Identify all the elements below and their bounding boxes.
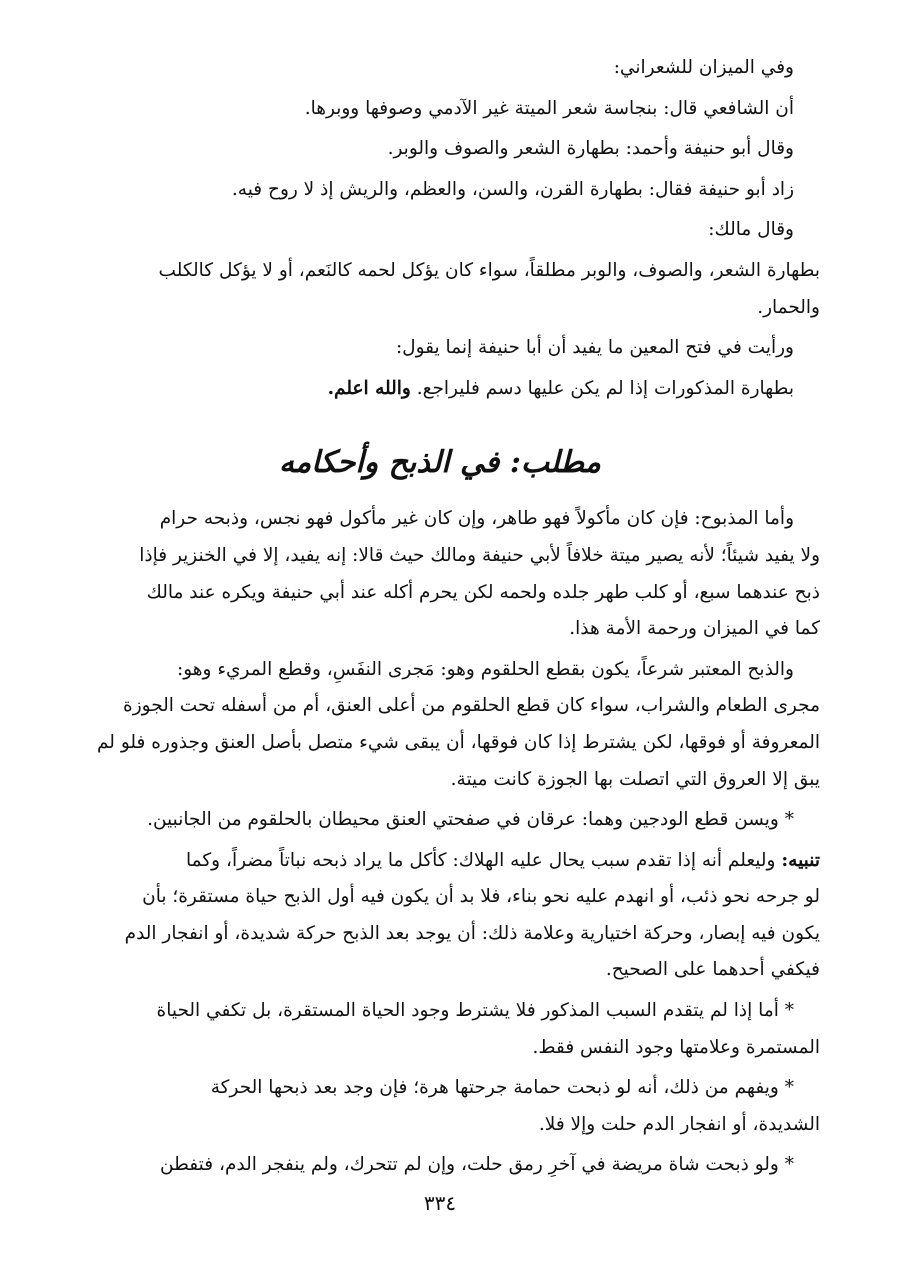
text-line: [60, 916, 820, 953]
text-line: [60, 843, 820, 880]
line-text: بطهارة الشعر، والصوف، والوبر مطلقاً، سواء كان يؤكل لحمه كالنَعم، أو لا يؤكل كالكلب: [158, 259, 820, 281]
paragraph: [60, 1147, 820, 1184]
text-line: [60, 725, 820, 762]
paragraph: [60, 993, 820, 1066]
text-line: [60, 253, 820, 290]
text-line: [60, 91, 820, 128]
paragraph: [60, 131, 820, 168]
paragraph: [60, 253, 820, 326]
text-line: [60, 688, 820, 725]
text-line: [60, 611, 820, 648]
text-line: [60, 652, 820, 689]
line-text: وليعلم أنه إذا تقدم سبب يحال عليه الهلاك: كأكل ما يراد ذبحه نباتاً مضراً، وكما: [186, 849, 782, 871]
paragraph: [60, 371, 820, 408]
line-text: ورأيت في فتح المعين ما يفيد أن أبا حنيفة إنما يقول:: [395, 337, 794, 359]
text-line: [60, 501, 820, 538]
closing-phrase: والله اعلم.: [327, 377, 411, 399]
text-line: [60, 131, 820, 168]
book-page: [60, 50, 820, 1245]
paragraph: [60, 172, 820, 209]
paragraph: [60, 50, 820, 87]
text-line: [60, 993, 820, 1030]
line-text: لو جرحه نحو ذئب، أو انهدم عليه نحو بناء، فلا بد أن يكون فيه أول الذبح حياة مستقرة؛ بأن: [142, 886, 820, 908]
page-number: ٣٣٤: [423, 1191, 457, 1216]
line-text: ولا يفيد شيئاً؛ لأنه يصير ميتة خلافاً لأبي حنيفة ومالك حيث قالا: إنه يفيد، إلا في الخنزير فإذا: [139, 544, 820, 566]
text-line: [60, 879, 820, 916]
line-text: والذبح المعتبر شرعاً، يكون بقطع الحلقوم وهو: مَجرى النفَسِ، وقطع المريء وهو:: [176, 658, 794, 680]
text-line: [60, 802, 820, 839]
paragraph: [60, 212, 820, 249]
paragraph: [60, 330, 820, 367]
line-text: فيكفي أحدهما على الصحيح.: [605, 959, 820, 981]
paragraph: [60, 843, 820, 989]
paragraph: [60, 501, 820, 647]
line-text: زاد أبو حنيفة فقال: بطهارة القرن، والسن، والعظم، والريش إذ لا روح فيه.: [231, 178, 794, 200]
line-text: * ويسن قطع الودجين وهما: عرقان في صفحتي العنق محيطان بالحلقوم من الجانبين.: [147, 809, 794, 831]
paragraph: [60, 652, 820, 798]
opening-section: [60, 50, 820, 407]
line-text: الشديدة، أو انفجار الدم حلت وإلا فلا.: [538, 1113, 820, 1135]
line-text: ذبح عندهما سبع، أو كلب طهر جلده ولحمه لكن يحرم أكله عند أبي حنيفة ويكره عند مالك: [146, 581, 820, 603]
section-heading: مطلب: في الذبح وأحكامه: [279, 445, 601, 481]
line-text: المستمرة وعلامتها وجود النفس فقط.: [532, 1036, 820, 1058]
line-text: بطهارة المذكورات إذا لم يكن عليها دسم فليراجع.: [416, 377, 794, 399]
text-line: [60, 290, 820, 327]
text-line: [60, 1030, 820, 1067]
text-line: [60, 1070, 820, 1107]
line-text: * أما إذا لم يتقدم السبب المذكور فلا يشترط وجود الحياة المستقرة، بل تكفي الحياة: [156, 1000, 794, 1022]
paragraph: [60, 802, 820, 839]
note-label: تنبيه:: [781, 849, 820, 871]
line-text: وقال أبو حنيفة وأحمد: بطهارة الشعر والصوف والوبر.: [387, 138, 794, 160]
line-text: والحمار.: [757, 296, 820, 318]
text-line: [60, 1107, 820, 1144]
text-line: [60, 50, 820, 87]
text-line: [60, 172, 820, 209]
text-line: [60, 538, 820, 575]
text-line: [60, 575, 820, 612]
line-text: المعروفة أو فوقها، لكن يشترط إذا كان فوقها، أن يبقى شيء متصل بأصل العنق وجذوره فلو لم: [97, 731, 820, 753]
paragraph: [60, 91, 820, 128]
line-text: * ولو ذبحت شاة مريضة في آخرِ رمق حلت، وإن لم تتحرك، ولم ينفجر الدم، فتفطن: [160, 1154, 794, 1176]
line-text: كما في الميزان ورحمة الأمة هذا.: [569, 618, 820, 640]
text-line: [60, 330, 820, 367]
text-line: [60, 1147, 820, 1184]
line-text: وأما المذبوح: فإن كان مأكولاً فهو طاهر، وإن كان غير مأكول فهو نجس، وذبحه حرام: [159, 508, 794, 530]
line-text: مجرى الطعام والشراب، سواء كان قطع الحلقوم من أعلى العنق، أم من أسفله تحت الجوزة: [123, 695, 820, 717]
line-text: وفي الميزان للشعراني:: [613, 57, 794, 78]
slaughter-section: [60, 501, 820, 1184]
text-line: [60, 212, 820, 249]
line-text: أن الشافعي قال: بنجاسة شعر الميتة غير الآدمي وصوفها ووبرها.: [304, 97, 794, 119]
line-text: * ويفهم من ذلك، أنه لو ذبحت حمامة جرحتها هرة؛ فإن وجد بعد ذبحها الحركة: [210, 1077, 794, 1099]
text-line: [60, 762, 820, 799]
text-line: [60, 371, 820, 408]
line-text: يكون فيه إبصار، وحركة اختيارية وعلامة ذلك: أن يوجد بعد الذبح حركة شديدة، أو انفجار الدم: [124, 922, 820, 944]
paragraph: [60, 1070, 820, 1143]
line-text: يبق إلا العروق التي اتصلت بها الجوزة كانت ميتة.: [450, 768, 820, 790]
line-text: وقال مالك:: [708, 219, 794, 241]
text-line: [60, 952, 820, 989]
